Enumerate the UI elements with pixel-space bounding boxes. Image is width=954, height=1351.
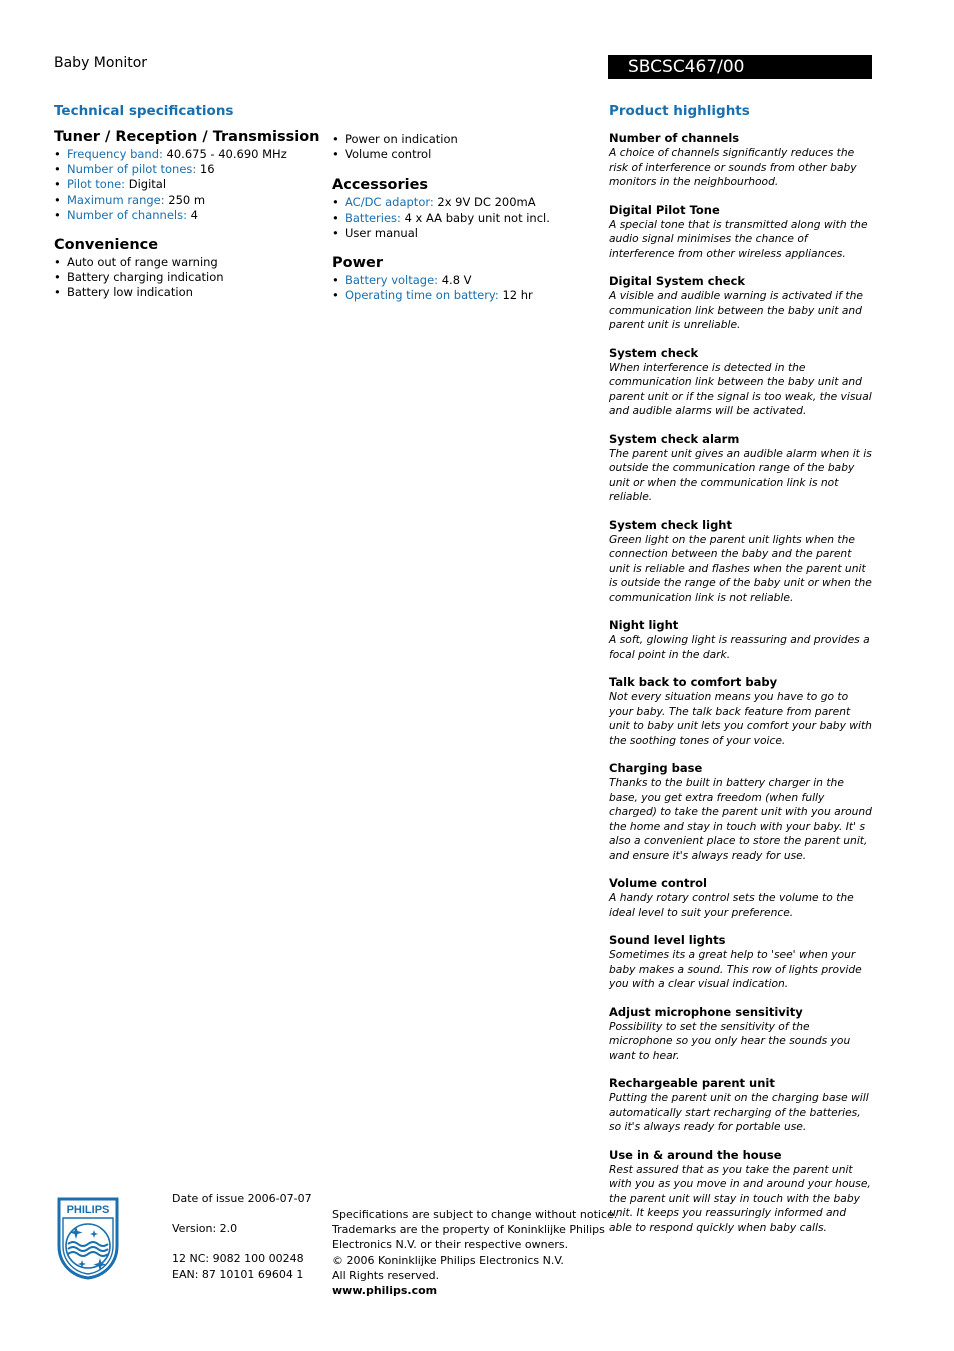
specs-column-right (332, 132, 592, 317)
highlight-description: A special tone that is transmitted along with the audio signal minimises the chance of interference from other wireless appliances. (609, 217, 868, 260)
highlight-title: System check (609, 345, 699, 360)
highlight-description: Green light on the parent unit lights when the connection between the baby and the parent unit is reliable and flashes when the parent unit is outside the range of the baby unit or when the communication link is not reliable. (609, 532, 872, 604)
spec-label: Number of pilot tones: (67, 162, 197, 177)
spec-value: Battery charging indication (67, 270, 224, 285)
highlight-description: The parent unit gives an audible alarm when it is outside the communication range of the baby unit or when the communication link is not reliable. (609, 446, 872, 503)
spec-value: Auto out of range warning (67, 255, 218, 270)
spec-label: Number of channels: (67, 207, 187, 222)
spec-item (54, 285, 324, 300)
highlight-description: Rest assured that as you take the parent unit with you as you move in and around your house, the parent unit will stay in touch with the baby unit. It keeps you reassuringly informed and able to respond quickly when baby calls. (609, 1162, 871, 1234)
legal-line: Specifications are subject to change without notice. (332, 1208, 618, 1221)
spec-label: Battery voltage: (345, 273, 439, 288)
highlight-item (609, 131, 872, 190)
highlight-title: System check light (609, 517, 732, 532)
highlight-description: A soft, glowing light is reassuring and provides a focal point in the dark. (609, 633, 870, 661)
highlight-item (609, 346, 872, 419)
highlight-title: Use in & around the house (609, 1147, 782, 1162)
highlight-item (609, 432, 872, 505)
spec-value: 4 x AA baby unit not incl. (404, 210, 550, 225)
highlight-title: Number of channels (609, 131, 740, 145)
spec-label: Maximum range: (67, 192, 165, 207)
legal-line: © 2006 Koninklijke Philips Electronics N.V. (332, 1253, 564, 1267)
highlight-item (609, 274, 872, 333)
spec-label: Batteries: (345, 210, 401, 225)
highlight-title: Digital Pilot Tone (609, 202, 720, 217)
highlight-item (609, 1005, 872, 1064)
highlight-description: Possibility to set the sensitivity of the microphone so you only hear the sounds you want to hear. (609, 1019, 851, 1062)
spec-value: 4.8 V (441, 273, 472, 288)
highlight-description: When interference is detected in the communication link between the baby unit and parent unit or if the signal is too weak, the visual and audible alarms will be activated. (609, 360, 872, 417)
ean-number: EAN: 87 10101 69604 1 (172, 1267, 304, 1281)
spec-value: 12 hr (502, 288, 533, 303)
version: Version: 2.0 (172, 1222, 238, 1236)
spec-value: User manual (345, 225, 418, 240)
spec-item (54, 162, 324, 177)
spec-group-tuner (54, 129, 324, 223)
highlight-item (609, 518, 872, 606)
highlight-description: A choice of channels significantly reduces the risk of interference or sounds from other baby monitors in the neighbourhood. (609, 146, 857, 188)
spec-item (332, 147, 592, 162)
highlight-title: Charging base (609, 761, 703, 775)
spec-list (332, 273, 592, 303)
spec-list (54, 147, 324, 223)
spec-value: 16 (199, 162, 215, 177)
spec-group-title: Tuner / Reception / Transmission (54, 129, 320, 145)
technical-specifications-heading: Technical specifications (54, 103, 234, 119)
website-link[interactable]: www.philips.com (332, 1284, 438, 1298)
highlight-title: Talk back to comfort baby (609, 675, 778, 689)
highlight-item (609, 933, 872, 992)
spec-item (332, 195, 592, 210)
spec-item (332, 226, 592, 241)
highlight-item (609, 876, 872, 920)
highlight-item (609, 761, 872, 863)
spec-item (54, 255, 324, 270)
logo-wordmark: PHILIPS (66, 1204, 110, 1216)
spec-group-title: Accessories (332, 177, 429, 194)
nc-number: 12 NC: 9082 100 00248 (172, 1252, 304, 1266)
highlight-item (609, 203, 872, 262)
highlights-list (609, 131, 872, 1248)
highlight-description: A handy rotary control sets the volume to the ideal level to suit your preference. (609, 891, 854, 919)
spec-group-accessories (332, 177, 592, 241)
spec-label: Pilot tone: (67, 177, 126, 192)
highlight-description: Not every situation means you have to go to your baby. The talk back feature from parent unit to baby unit lets you comfort your baby with the soothing tones of your voice. (609, 690, 872, 747)
legal-line: Trademarks are the property of Koninklijke Philips (332, 1223, 605, 1237)
highlight-item (609, 675, 872, 748)
spec-item (332, 288, 592, 303)
spec-item (54, 193, 324, 208)
spec-group-power (332, 255, 592, 303)
highlight-title: Digital System check (609, 274, 746, 288)
spec-item (54, 147, 324, 162)
spec-label: AC/DC adaptor: (345, 195, 434, 210)
date-of-issue: Date of issue 2006-07-07 (172, 1192, 312, 1205)
spec-item (332, 273, 592, 288)
spec-group-title: Power (332, 255, 383, 272)
highlight-description: Thanks to the built in battery charger in the base, you get extra freedom (when fully charged) to take the parent unit with you around the home and stay in touch with your baby. It' s also a convenient place to store the parent unit, and ensure it's always ready for use. (609, 776, 872, 862)
legal-line: Electronics N.V. or their respective owners. (332, 1238, 569, 1252)
spec-value: 2x 9V DC 200mA (437, 195, 536, 210)
spec-item (54, 270, 324, 285)
spec-list-continued (332, 132, 592, 162)
specs-column-left (54, 129, 324, 315)
spec-item (332, 132, 592, 147)
highlight-description: Putting the parent unit on the charging base will automatically start recharging of the batteries, so it's always ready for portable use. (609, 1091, 869, 1133)
spec-list (54, 255, 324, 301)
philips-shield-icon (56, 1196, 120, 1280)
spec-value: 40.675 - 40.690 MHz (166, 147, 287, 161)
spec-group-title: Convenience (54, 237, 159, 254)
highlight-description: A visible and audible warning is activated if the communication link between the baby unit and parent unit is unreliable. (609, 289, 863, 331)
highlight-item (609, 618, 872, 662)
highlight-title: Adjust microphone sensitivity (609, 1004, 803, 1019)
highlight-title: Rechargeable parent unit (609, 1076, 775, 1090)
highlight-item (609, 1076, 872, 1135)
spec-value: Power on indication (345, 132, 458, 146)
spec-group-convenience (54, 237, 324, 301)
spec-list (332, 195, 592, 241)
spec-value: 4 (190, 207, 198, 222)
spec-label: Operating time on battery: (345, 288, 499, 303)
highlight-title: Sound level lights (609, 933, 726, 947)
spec-item (54, 177, 324, 192)
highlight-description: Sometimes its a great help to 'see' when your baby makes a sound. This row of lights provide you with a clear visual indication. (609, 948, 862, 990)
product-highlights-heading: Product highlights (609, 103, 750, 119)
spec-item (54, 208, 324, 223)
spec-value: Digital (128, 177, 167, 192)
spec-value: 250 m (168, 192, 206, 207)
highlight-title: Volume control (609, 876, 708, 890)
philips-logo (56, 1196, 120, 1280)
spec-label: Frequency band: (67, 147, 163, 161)
legal-notice (332, 1207, 617, 1298)
highlight-item (609, 1148, 872, 1236)
spec-value: Battery low indication (67, 285, 193, 300)
spec-value: Volume control (345, 147, 432, 162)
highlight-title: Night light (609, 618, 679, 632)
spec-item (332, 211, 592, 226)
model-number-banner: SBCSC467/00 (608, 55, 872, 79)
highlight-title: System check alarm (609, 431, 740, 446)
issue-info (172, 1191, 312, 1282)
legal-line: All Rights reserved. (332, 1268, 440, 1282)
product-name: Baby Monitor (54, 55, 148, 71)
